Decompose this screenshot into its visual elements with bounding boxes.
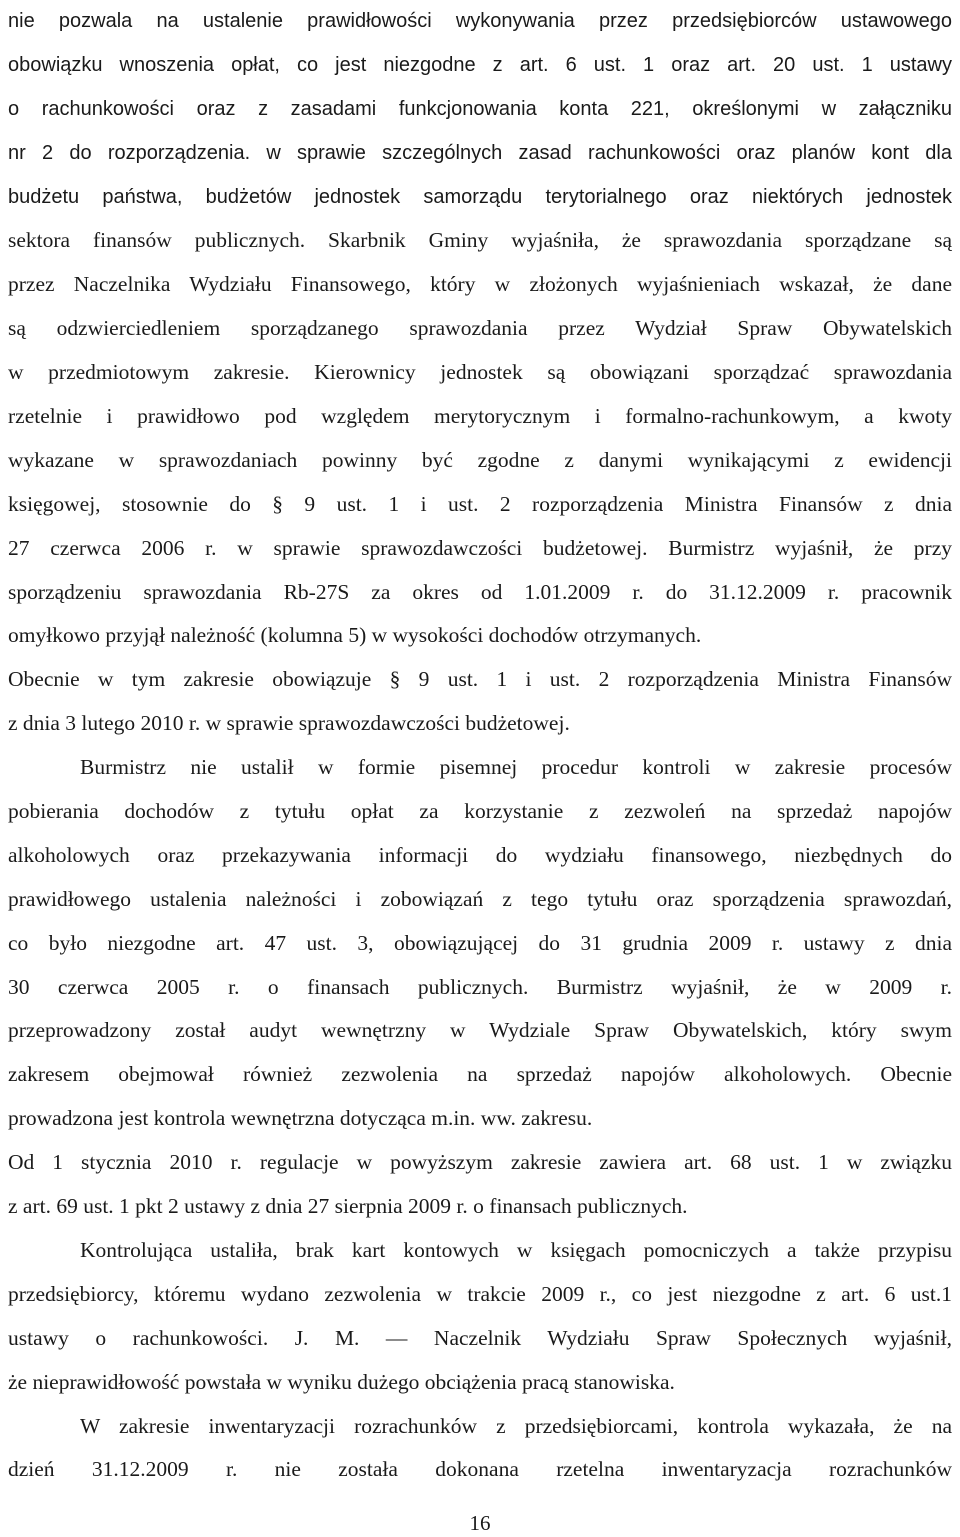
text-line: w przedmiotowym zakresie. Kierownicy jednostek są obowiązani sporządzać sprawozdania <box>8 360 952 385</box>
text-line: że nieprawidłowość powstała w wyniku dużego obciążenia pracą stanowiska. <box>8 1369 675 1394</box>
text-line: 30 czerwca 2005 r. o finansach publicznych. Burmistrz wyjaśnił, że w 2009 r. <box>8 974 952 999</box>
text-line: przeprowadzony został audyt wewnętrzny w Wydziale Spraw Obywatelskich, który swym <box>8 1018 952 1043</box>
text-line: obowiązku wnoszenia opłat, co jest niezgodne z art. 6 ust. 1 oraz art. 20 ust. 1 ustawy <box>8 53 952 76</box>
text-line: 27 czerwca 2006 r. w sprawie sprawozdawczości budżetowej. Burmistrz wyjaśnił, że przy <box>8 535 952 560</box>
text-line: omyłkowo przyjął należność (kolumna 5) w wysokości dochodów otrzymanych. <box>8 623 702 648</box>
text-line: budżetu państwa, budżetów jednostek samorządu terytorialnego oraz niektórych jednostek <box>8 185 952 208</box>
text-line: są odzwierciedleniem sporządzanego sprawozdania przez Wydział Spraw Obywatelskich <box>8 316 952 341</box>
text-line: alkoholowych oraz przekazywania informacji do wydziału finansowego, niezbędnych do <box>8 842 952 867</box>
document-page <box>8 0 952 1492</box>
text-line: zakresem obejmował również zezwolenia na sprzedaż napojów alkoholowych. Obecnie <box>8 1062 952 1087</box>
text-line: co było niezgodne art. 47 ust. 3, obowiązującej do 31 grudnia 2009 r. ustawy z dnia <box>8 930 952 955</box>
text-line: rzetelnie i prawidłowo pod względem merytorycznym i formalno-rachunkowym, a kwoty <box>8 404 952 429</box>
text-line: W zakresie inwentaryzacji rozrachunków z przedsiębiorcami, kontrola wykazała, że na <box>80 1413 952 1438</box>
text-line: prawidłowego ustalenia należności i zobowiązań z tego tytułu oraz sporządzenia sprawozdań, <box>8 886 952 911</box>
text-line: Burmistrz nie ustalił w formie pisemnej procedur kontroli w zakresie procesów <box>80 755 952 780</box>
text-line: z art. 69 ust. 1 pkt 2 ustawy z dnia 27 sierpnia 2009 r. o finansach publicznych. <box>8 1194 688 1219</box>
text-line: Kontrolująca ustaliła, brak kart kontowych w księgach pomocniczych a także przypisu <box>80 1237 952 1262</box>
text-line: pobierania dochodów z tytułu opłat za korzystanie z zezwoleń na sprzedaż napojów <box>8 799 952 824</box>
page-number: 16 <box>469 1511 491 1535</box>
text-line: o rachunkowości oraz z zasadami funkcjonowania konta 221, określonymi w załączniku <box>8 97 952 120</box>
text-line: nie pozwala na ustalenie prawidłowości wykonywania przez przedsiębiorców ustawowego <box>8 10 952 32</box>
text-line: sporządzeniu sprawozdania Rb-27S za okres od 1.01.2009 r. do 31.12.2009 r. pracownik <box>8 579 952 604</box>
text-line: Od 1 stycznia 2010 r. regulacje w powyższym zakresie zawiera art. 68 ust. 1 w związku <box>8 1150 952 1175</box>
text-line: wykazane w sprawozdaniach powinny być zgodne z danymi wynikającymi z ewidencji <box>8 447 952 472</box>
text-line: sektora finansów publicznych. Skarbnik Gminy wyjaśniła, że sprawozdania sporządzane są <box>8 228 952 253</box>
text-line: nr 2 do rozporządzenia. w sprawie szczególnych zasad rachunkowości oraz planów kont dla <box>8 141 952 164</box>
text-line: przedsiębiorcy, któremu wydano zezwolenia w trakcie 2009 r., co jest niezgodne z art. 6 ust.1 <box>8 1281 952 1306</box>
text-line: przez Naczelnika Wydziału Finansowego, który w złożonych wyjaśnieniach wskazał, że dane <box>8 272 952 297</box>
text-line: księgowej, stosownie do § 9 ust. 1 i ust. 2 rozporządzenia Ministra Finansów z dnia <box>8 491 952 516</box>
text-line: prowadzona jest kontrola wewnętrzna dotycząca m.in. ww. zakresu. <box>8 1106 593 1131</box>
text-line: z dnia 3 lutego 2010 r. w sprawie sprawozdawczości budżetowej. <box>8 711 570 736</box>
text-line: ustawy o rachunkowości. J. M. — Naczelnik Wydziału Spraw Społecznych wyjaśnił, <box>8 1325 952 1350</box>
text-line: dzień 31.12.2009 r. nie została dokonana rzetelna inwentaryzacja rozrachunków <box>8 1457 952 1482</box>
text-line: Obecnie w tym zakresie obowiązuje § 9 ust. 1 i ust. 2 rozporządzenia Ministra Finansów <box>8 667 952 692</box>
